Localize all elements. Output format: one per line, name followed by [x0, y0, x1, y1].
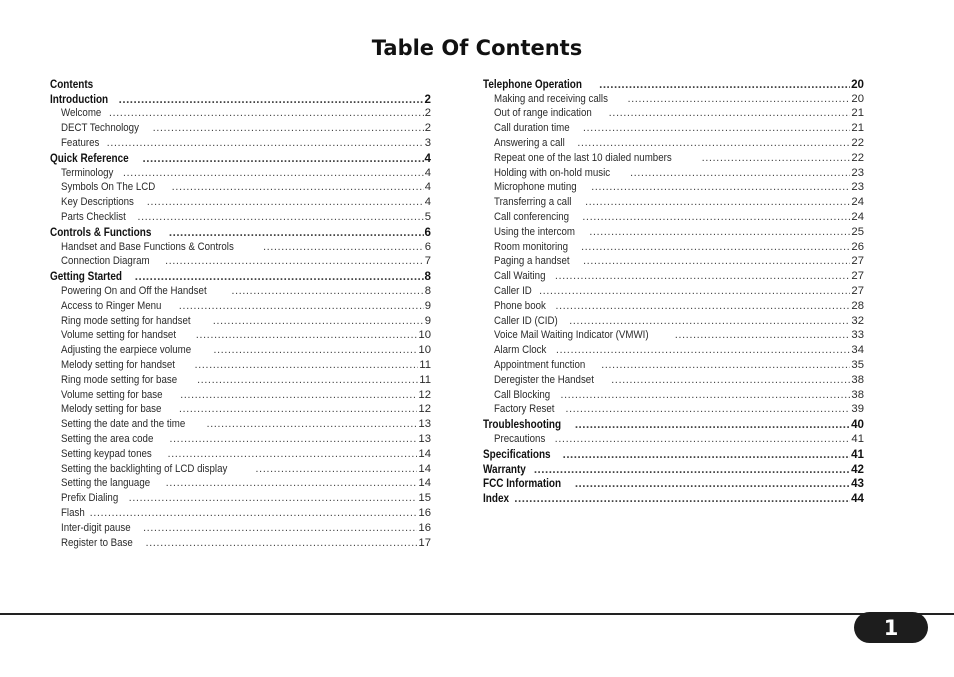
toc-entry-label: Ring mode setting for handset — [61, 314, 191, 327]
toc-subentry[interactable] — [50, 313, 431, 328]
dot-leader — [179, 403, 418, 416]
toc-entry-label: Powering On and Off the Handset — [61, 284, 207, 297]
toc-entry-label: Register to Base — [61, 536, 133, 549]
dot-leader — [534, 463, 850, 476]
dot-leader — [591, 181, 850, 194]
toc-subentry[interactable] — [50, 194, 431, 209]
toc-page-number: 28 — [851, 299, 864, 312]
toc-entry-label: FCC Information — [483, 477, 562, 491]
toc-subentry[interactable] — [50, 135, 431, 150]
toc-subentry[interactable] — [50, 239, 431, 254]
dot-leader — [169, 226, 424, 239]
toc-subentry[interactable] — [483, 106, 864, 121]
toc-entry-label: Repeat one of the last 10 dialed numbers — [494, 151, 672, 164]
toc-entry-label: Appointment function — [494, 358, 586, 371]
toc-page-number: 12 — [418, 388, 431, 401]
toc-entry-label: Parts Checklist — [61, 210, 126, 223]
toc-section-entry[interactable] — [483, 476, 864, 491]
toc-page-number: 41 — [851, 432, 864, 445]
toc-subentry[interactable] — [483, 328, 864, 343]
toc-page-number: 4 — [424, 151, 431, 165]
toc-page-number: 22 — [851, 151, 864, 164]
toc-entry-label: Caller ID (CID) — [494, 314, 558, 327]
dot-leader — [630, 167, 850, 180]
dot-leader — [539, 285, 850, 298]
toc-page-number: 23 — [851, 166, 864, 179]
dot-leader — [556, 344, 851, 357]
dot-leader — [213, 344, 417, 357]
dot-leader — [107, 137, 424, 150]
toc-subentry[interactable] — [50, 180, 431, 195]
dot-leader — [585, 196, 850, 209]
toc-subentry[interactable] — [483, 135, 864, 150]
toc-page-number: 27 — [851, 284, 864, 297]
toc-subentry[interactable] — [50, 254, 431, 269]
toc-subentry[interactable] — [483, 298, 864, 313]
toc-subentry[interactable] — [483, 120, 864, 135]
toc-entry-label: Alarm Clock — [494, 344, 547, 357]
toc-entry-label: Inter-digit pause — [61, 521, 131, 534]
toc-page-number: 9 — [424, 299, 431, 312]
dot-leader — [601, 359, 850, 372]
dot-leader — [675, 329, 851, 342]
toc-subentry[interactable] — [483, 283, 864, 298]
toc-page-number: 14 — [418, 477, 431, 490]
toc-subentry[interactable] — [50, 535, 431, 550]
dot-leader — [565, 403, 850, 416]
toc-section-entry[interactable] — [483, 416, 864, 431]
toc-subentry[interactable] — [483, 254, 864, 269]
dot-leader — [575, 418, 850, 431]
dot-leader — [255, 463, 417, 476]
toc-heading — [50, 76, 431, 91]
toc-section-entry[interactable] — [483, 76, 864, 91]
toc-entry-label: Setting keypad tones — [61, 447, 152, 460]
toc-section-entry[interactable] — [50, 91, 431, 106]
toc-page-number: 34 — [851, 344, 864, 357]
toc-entry-label: Volume setting for handset — [61, 329, 177, 342]
toc-entry-label: Telephone Operation — [483, 77, 582, 91]
toc-entry-label: Transferring a call — [494, 196, 572, 209]
dot-leader — [165, 255, 424, 268]
toc-page-number: 25 — [851, 225, 864, 238]
dot-leader — [172, 181, 424, 194]
toc-page-number: 16 — [418, 521, 431, 534]
dot-leader — [143, 522, 417, 535]
dot-leader — [582, 211, 850, 224]
toc-entry-label: Setting the backlighting of LCD display — [61, 462, 228, 475]
dot-leader — [119, 93, 424, 106]
toc-subentry[interactable] — [483, 387, 864, 402]
dot-leader — [555, 433, 851, 446]
page-number: 1 — [883, 616, 899, 640]
toc-entry-label: Contents — [50, 77, 94, 91]
toc-page-number: 4 — [424, 196, 431, 209]
toc-entry-label: Melody setting for base — [61, 403, 162, 416]
toc-right-column — [483, 76, 864, 505]
toc-entry-label: Out of range indication — [494, 107, 592, 120]
toc-page-number: 20 — [851, 77, 864, 91]
toc-entry-label: Key Descriptions — [61, 196, 134, 209]
toc-entry-label: Getting Started — [50, 270, 123, 284]
toc-entry-label: Volume setting for base — [61, 388, 163, 401]
toc-page-number: 14 — [418, 447, 431, 460]
dot-leader — [575, 477, 850, 490]
toc-page-number: 4 — [424, 166, 431, 179]
toc-entry-label: Features — [61, 136, 100, 149]
toc-entry-label: Flash — [61, 506, 85, 519]
page-title: Table Of Contents — [371, 36, 583, 60]
toc-page-number: 17 — [418, 536, 431, 549]
toc-entry-label: Call conferencing — [494, 210, 570, 223]
dot-leader — [569, 315, 850, 328]
toc-subentry[interactable] — [483, 268, 864, 283]
toc-page-number: 41 — [851, 447, 864, 461]
toc-entry-label: Connection Diagram — [61, 255, 150, 268]
dot-leader — [599, 78, 850, 91]
toc-subentry[interactable] — [50, 416, 431, 431]
dot-leader — [583, 255, 850, 268]
toc-subentry[interactable] — [50, 298, 431, 313]
toc-subentry[interactable] — [50, 431, 431, 446]
toc-entry-label: Controls & Functions — [50, 225, 152, 239]
toc-entry-label: Factory Reset — [494, 403, 555, 416]
toc-subentry[interactable] — [50, 402, 431, 417]
toc-subentry[interactable] — [483, 165, 864, 180]
dot-leader — [583, 122, 851, 135]
toc-subentry[interactable] — [50, 328, 431, 343]
dot-leader — [168, 448, 418, 461]
toc-entry-label: Setting the date and the time — [61, 418, 186, 431]
toc-entry-label: Voice Mail Waiting Indicator (VMWI) — [494, 329, 649, 342]
dot-leader — [143, 152, 424, 165]
toc-subentry[interactable] — [483, 194, 864, 209]
dot-leader — [231, 285, 423, 298]
footer-rule — [0, 613, 954, 615]
toc-entry-label: Paging a handset — [494, 255, 570, 268]
toc-page-number: 11 — [419, 358, 431, 371]
dot-leader — [560, 389, 850, 402]
toc-page-number: 13 — [418, 432, 431, 445]
toc-page-number: 24 — [851, 210, 864, 223]
toc-page-number: 9 — [424, 314, 431, 327]
toc-subentry[interactable] — [483, 209, 864, 224]
toc-subentry[interactable] — [483, 91, 864, 106]
toc-entry-label: Setting the language — [61, 477, 151, 490]
toc-section-entry[interactable] — [483, 446, 864, 461]
toc-page-number: 10 — [418, 329, 431, 342]
toc-entry-label: Handset and Base Functions & Controls — [61, 240, 234, 253]
toc-page-number: 27 — [851, 255, 864, 268]
toc-entry-label: Precautions — [494, 432, 546, 445]
toc-page-number: 32 — [851, 314, 864, 327]
toc-subentry[interactable] — [50, 505, 431, 520]
toc-subentry[interactable] — [50, 106, 431, 121]
toc-entry-label: Room monitoring — [494, 240, 568, 253]
toc-page-number: 11 — [419, 373, 431, 386]
toc-page-number: 20 — [851, 92, 864, 105]
toc-entry-label: Answering a call — [494, 136, 565, 149]
toc-page-number: 4 — [424, 181, 431, 194]
toc-page-number: 15 — [418, 492, 431, 505]
toc-subentry[interactable] — [483, 180, 864, 195]
toc-page-number: 23 — [851, 181, 864, 194]
toc-entry-label: Warranty — [483, 462, 526, 476]
toc-entry-label: Terminology — [61, 166, 114, 179]
toc-entry-label: Deregister the Handset — [494, 373, 594, 386]
toc-page-number: 24 — [851, 196, 864, 209]
toc-page-number: 21 — [851, 122, 864, 135]
toc-page-number: 42 — [851, 462, 864, 476]
toc-subentry[interactable] — [483, 239, 864, 254]
dot-leader — [263, 241, 424, 254]
toc-subentry[interactable] — [50, 476, 431, 491]
toc-subentry[interactable] — [483, 431, 864, 446]
toc-entry-label: Making and receiving calls — [494, 92, 608, 105]
toc-entry-label: Prefix Dialing — [61, 492, 119, 505]
dot-leader — [169, 433, 417, 446]
toc-page-number: 7 — [424, 255, 431, 268]
toc-page-number: 8 — [424, 284, 431, 297]
toc-subentry[interactable] — [483, 402, 864, 417]
dot-leader — [589, 226, 850, 239]
toc-subentry[interactable] — [483, 224, 864, 239]
toc-page-number: 27 — [851, 270, 864, 283]
dot-leader — [611, 374, 850, 387]
dot-leader — [147, 196, 424, 209]
toc-subentry[interactable] — [50, 342, 431, 357]
dot-leader — [609, 107, 851, 120]
dot-leader — [196, 329, 418, 342]
toc-subentry[interactable] — [50, 461, 431, 476]
dot-leader — [146, 537, 418, 550]
toc-entry-label: Caller ID — [494, 284, 532, 297]
dot-leader — [153, 122, 424, 135]
toc-section-entry[interactable] — [483, 490, 864, 505]
toc-section-entry[interactable] — [50, 150, 431, 165]
toc-page-number: 21 — [851, 107, 864, 120]
toc-entry-label: Setting the area code — [61, 432, 154, 445]
toc-subentry[interactable] — [50, 372, 431, 387]
toc-entry-label: DECT Technology — [61, 122, 139, 135]
toc-page-number: 38 — [851, 388, 864, 401]
dot-leader — [179, 300, 424, 313]
toc-page-number: 33 — [851, 329, 864, 342]
toc-entry-label: Index — [483, 492, 510, 506]
toc-page-number: 2 — [424, 92, 431, 106]
dot-leader — [137, 211, 423, 224]
toc-section-entry[interactable] — [50, 224, 431, 239]
toc-subentry[interactable] — [50, 446, 431, 461]
dot-leader — [555, 270, 851, 283]
dot-leader — [206, 418, 417, 431]
dot-leader — [123, 167, 424, 180]
toc-subentry[interactable] — [50, 283, 431, 298]
toc-page-number: 26 — [851, 240, 864, 253]
toc-subentry[interactable] — [483, 357, 864, 372]
dot-leader — [90, 507, 418, 520]
toc-left-column — [50, 76, 431, 550]
toc-entry-label: Troubleshooting — [483, 418, 562, 432]
dot-leader — [702, 152, 851, 165]
toc-page-number: 22 — [851, 136, 864, 149]
toc-entry-label: Specifications — [483, 447, 551, 461]
toc-entry-label: Introduction — [50, 92, 109, 106]
toc-page-number: 13 — [418, 418, 431, 431]
toc-subentry[interactable] — [50, 387, 431, 402]
dot-leader — [581, 241, 850, 254]
toc-subentry[interactable] — [483, 150, 864, 165]
toc-page-number: 35 — [851, 358, 864, 371]
dot-leader — [109, 107, 424, 120]
toc-page-number: 43 — [851, 477, 864, 491]
toc-section-entry[interactable] — [483, 461, 864, 476]
toc-entry-label: Welcome — [61, 107, 102, 120]
toc-page-number: 38 — [851, 373, 864, 386]
toc-page-number: 3 — [424, 136, 431, 149]
toc-subentry[interactable] — [483, 372, 864, 387]
dot-leader — [195, 359, 419, 372]
dot-leader — [628, 93, 851, 106]
dot-leader — [555, 300, 850, 313]
dot-leader — [577, 137, 850, 150]
toc-page-number: 2 — [424, 107, 431, 120]
toc-entry-label: Phone book — [494, 299, 546, 312]
toc-subentry[interactable] — [50, 357, 431, 372]
toc-entry-label: Call Blocking — [494, 388, 551, 401]
toc-subentry[interactable] — [483, 313, 864, 328]
toc-subentry[interactable] — [50, 490, 431, 505]
toc-entry-label: Call Waiting — [494, 270, 546, 283]
toc-entry-label: Adjusting the earpiece volume — [61, 344, 192, 357]
toc-page-number: 6 — [424, 240, 431, 253]
toc-entry-label: Ring mode setting for base — [61, 373, 178, 386]
toc-entry-label: Holding with on-hold music — [494, 166, 611, 179]
toc-subentry[interactable] — [483, 342, 864, 357]
dot-leader — [213, 315, 424, 328]
toc-entry-label: Call duration time — [494, 122, 570, 135]
toc-page-number: 2 — [424, 122, 431, 135]
dot-leader — [135, 270, 424, 283]
toc-page-number: 10 — [418, 344, 431, 357]
toc-entry-label: Access to Ringer Menu — [61, 299, 162, 312]
dot-leader — [514, 492, 850, 505]
toc-page-number: 44 — [851, 492, 864, 506]
toc-entry-label: Symbols On The LCD — [61, 181, 156, 194]
toc-page-number: 5 — [424, 210, 431, 223]
toc-subentry[interactable] — [50, 520, 431, 535]
toc-entry-label: Using the intercom — [494, 225, 576, 238]
toc-entry-label: Quick Reference — [50, 151, 129, 165]
toc-entry-label: Microphone muting — [494, 181, 577, 194]
dot-leader — [197, 374, 418, 387]
toc-page-number: 16 — [418, 506, 431, 519]
dot-leader — [166, 477, 418, 490]
toc-subentry[interactable] — [50, 209, 431, 224]
toc-page-number: 8 — [424, 270, 431, 284]
toc-entry-label: Melody setting for handset — [61, 358, 175, 371]
dot-leader — [563, 448, 850, 461]
toc-section-entry[interactable] — [50, 268, 431, 283]
dot-leader — [129, 492, 418, 505]
toc-page-number: 14 — [418, 462, 431, 475]
toc-page-number: 6 — [424, 225, 431, 239]
toc-page-number: 39 — [851, 403, 864, 416]
toc-subentry[interactable] — [50, 165, 431, 180]
toc-page-number: 12 — [418, 403, 431, 416]
dot-leader — [180, 389, 417, 402]
toc-page-number: 40 — [851, 418, 864, 432]
toc-subentry[interactable] — [50, 120, 431, 135]
